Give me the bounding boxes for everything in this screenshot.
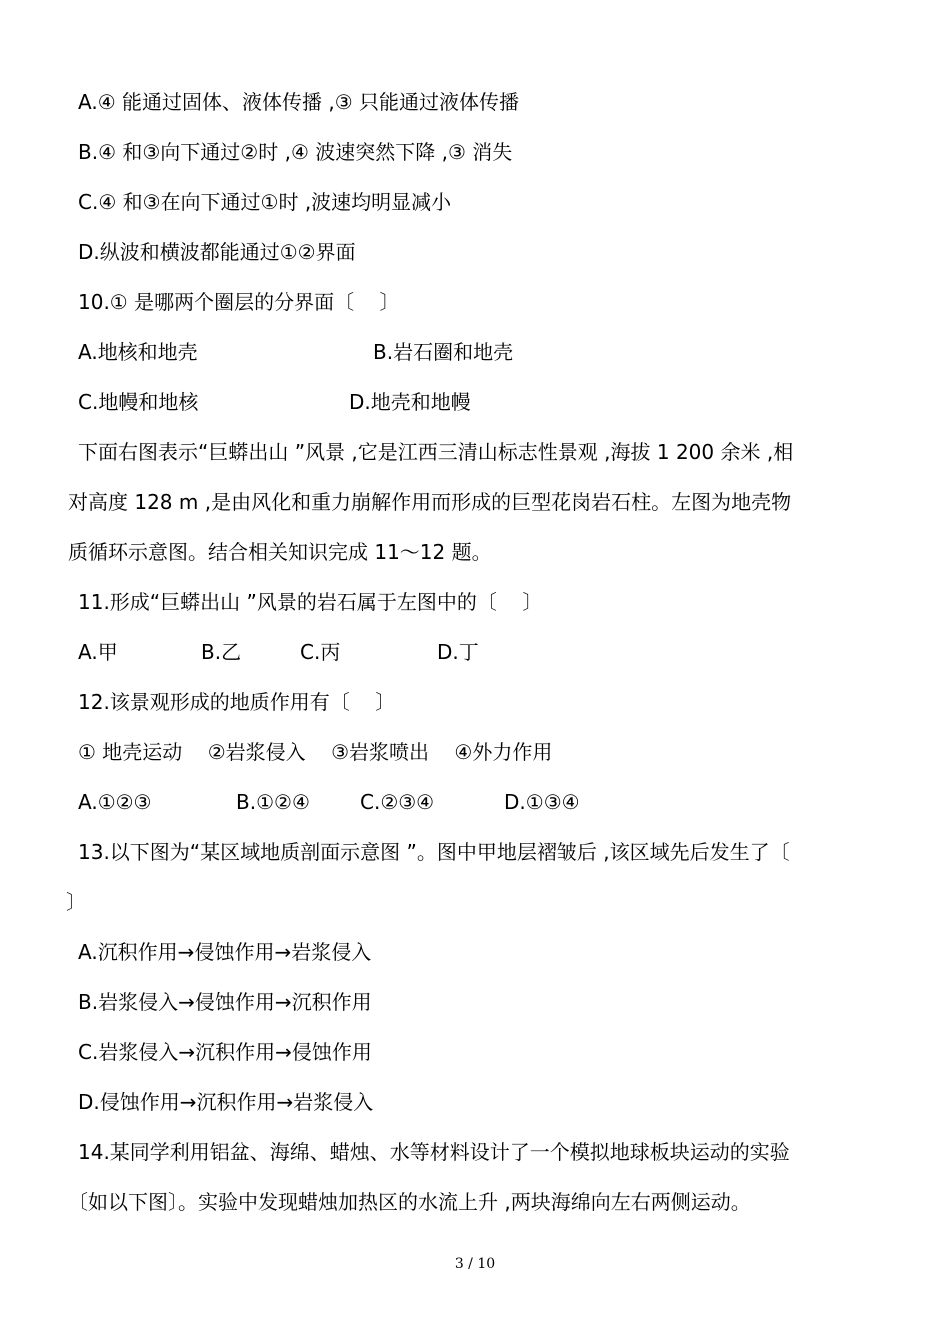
q10-option-a: A.地核和地壳 xyxy=(78,340,198,364)
q11-option-b: B.乙 xyxy=(201,640,242,664)
q9-option-b: B.④ 和③向下通过②时 ,④ 波速突然下降 ,③ 消失 xyxy=(78,140,513,164)
q12-option-a: A.①②③ xyxy=(78,790,152,814)
q11-option-d: D.丁 xyxy=(437,640,479,664)
q10-stem: 10.① 是哪两个圈层的分界面〔 〕 xyxy=(78,290,400,314)
q9-option-d: D.纵波和横波都能通过①②界面 xyxy=(78,240,356,264)
q13-option-d: D.侵蚀作用→沉积作用→岩浆侵入 xyxy=(78,1090,374,1114)
q12-items: ① 地壳运动 ②岩浆侵入 ③岩浆喷出 ④外力作用 xyxy=(78,740,553,764)
q9-option-a: A.④ 能通过固体、液体传播 ,③ 只能通过液体传播 xyxy=(78,90,519,114)
q14-stem-line-2: 〔如以下图〕。实验中发现蜡烛加热区的水流上升 ,两块海绵向左右两侧运动。 xyxy=(68,1190,751,1214)
q11-stem: 11.形成“巨蟒出山 ”风景的岩石属于左图中的〔 〕 xyxy=(78,590,543,614)
q10-option-c: C.地幔和地核 xyxy=(78,390,199,414)
q13-option-c: C.岩浆侵入→沉积作用→侵蚀作用 xyxy=(78,1040,372,1064)
q12-option-b: B.①②④ xyxy=(236,790,310,814)
q13-option-a: A.沉积作用→侵蚀作用→岩浆侵入 xyxy=(78,940,372,964)
q10-option-d: D.地壳和地幔 xyxy=(349,390,471,414)
q11-option-a: A.甲 xyxy=(78,640,118,664)
page-number: 3 / 10 xyxy=(454,1256,496,1272)
q12-option-d: D.①③④ xyxy=(504,790,580,814)
q13-option-b: B.岩浆侵入→侵蚀作用→沉积作用 xyxy=(78,990,372,1014)
passage-line-3: 质循环示意图。结合相关知识完成 11～12 题。 xyxy=(68,540,492,564)
passage-line-1: 下面右图表示“巨蟒出山 ”风景 ,它是江西三清山标志性景观 ,海拔 1 200 余米 ,相 xyxy=(78,440,794,464)
q14-stem-line-1: 14.某同学利用铝盆、海绵、蜡烛、水等材料设计了一个模拟地球板块运动的实验 xyxy=(78,1140,790,1164)
q12-option-c: C.②③④ xyxy=(360,790,435,814)
q13-stem-line-2: 〕 xyxy=(66,890,86,914)
passage-line-2: 对高度 128 m ,是由风化和重力崩解作用而形成的巨型花岗岩石柱。左图为地壳物 xyxy=(68,490,792,514)
q11-option-c: C.丙 xyxy=(300,640,341,664)
q10-option-b: B.岩石圈和地壳 xyxy=(373,340,514,364)
q13-stem-line-1: 13.以下图为“某区域地质剖面示意图 ”。图中甲地层褶皱后 ,该区域先后发生了〔 xyxy=(78,840,790,864)
q9-option-c: C.④ 和③在向下通过①时 ,波速均明显减小 xyxy=(78,190,452,214)
q12-stem: 12.该景观形成的地质作用有〔 〕 xyxy=(78,690,396,714)
